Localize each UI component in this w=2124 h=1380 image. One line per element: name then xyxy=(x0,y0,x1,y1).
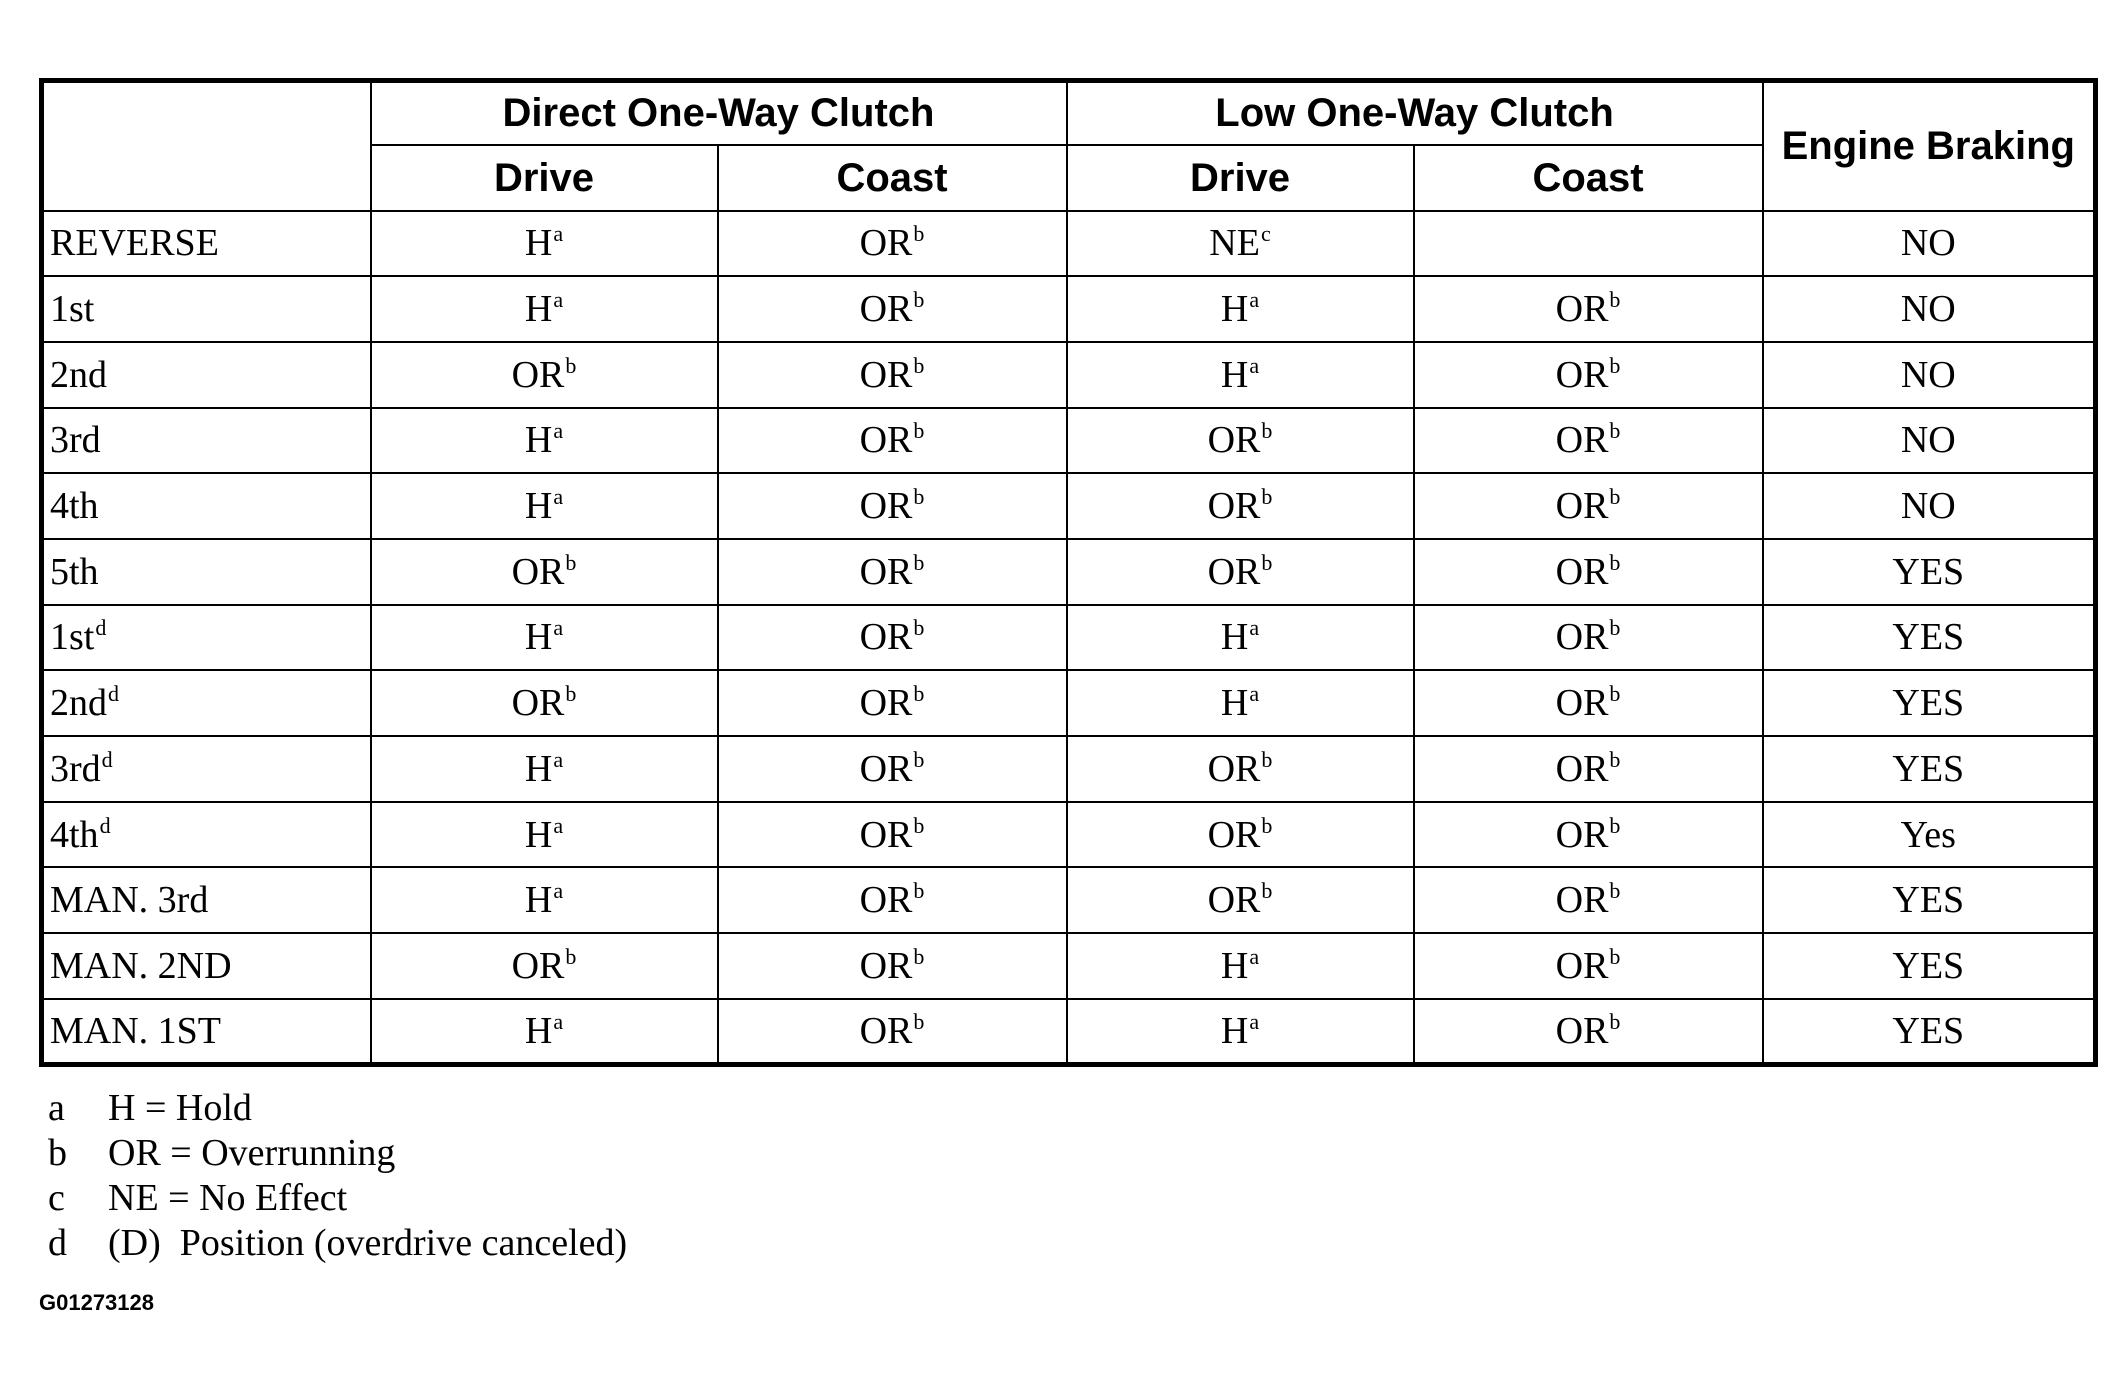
clutch-state-value: OR xyxy=(1555,1009,1609,1052)
footnote-marker: b xyxy=(1609,812,1621,838)
engine-braking-cell: NO xyxy=(1763,473,2096,539)
footnote-marker: a xyxy=(553,221,564,247)
footnote-marker: d xyxy=(108,681,119,707)
footnote-marker: b xyxy=(913,352,925,378)
footnote-marker: b xyxy=(913,287,925,313)
clutch-state-value: OR xyxy=(1555,288,1609,331)
footnote-marker: b xyxy=(913,943,925,969)
footnote-marker: a xyxy=(553,484,564,510)
row-label-cell xyxy=(42,473,371,539)
clutch-state-cell xyxy=(718,539,1067,605)
table-row xyxy=(42,605,2096,671)
clutch-state-cell xyxy=(371,736,718,802)
clutch-state-cell xyxy=(371,342,718,408)
row-label-cell xyxy=(42,670,371,736)
clutch-state-value: OR xyxy=(1555,550,1609,593)
clutch-state-cell xyxy=(718,605,1067,671)
row-label-cell xyxy=(42,539,371,605)
clutch-state-cell xyxy=(1067,473,1414,539)
row-label: 1st xyxy=(50,288,95,331)
footnote-marker: b xyxy=(1609,615,1621,641)
clutch-state-value: NE xyxy=(1209,222,1260,265)
row-label: MAN. 1ST xyxy=(50,1009,222,1052)
clutch-state-value: OR xyxy=(1555,944,1609,987)
clutch-state-value: H xyxy=(524,419,553,462)
row-label: 2nd xyxy=(50,682,107,725)
row-label-cell xyxy=(42,342,371,408)
footnote-letter: c xyxy=(48,1177,65,1219)
row-label-cell xyxy=(42,999,371,1065)
clutch-state-cell xyxy=(1414,867,1763,933)
row-label-cell xyxy=(42,276,371,342)
footnote-marker: b xyxy=(1609,746,1621,772)
clutch-state-value: OR xyxy=(1207,747,1261,790)
footnote-marker: d xyxy=(95,615,107,641)
footnote-marker: b xyxy=(913,746,925,772)
clutch-state-value: OR xyxy=(859,550,913,593)
row-label-cell xyxy=(42,408,371,474)
table-row xyxy=(42,276,2096,342)
low-drive-header: Drive xyxy=(1067,145,1414,211)
footnote-marker: d xyxy=(99,812,111,838)
footnote-marker: b xyxy=(913,549,925,575)
footnote-marker: b xyxy=(1609,681,1621,707)
footnote-marker: a xyxy=(553,418,564,444)
clutch-state-cell xyxy=(371,276,718,342)
footnote-marker: b xyxy=(1261,418,1273,444)
clutch-state-cell xyxy=(718,408,1067,474)
footnote-d xyxy=(48,1221,627,1266)
clutch-state-cell xyxy=(1414,999,1763,1065)
engine-braking-cell: NO xyxy=(1763,342,2096,408)
footnote-marker: b xyxy=(913,615,925,641)
row-label: 4th xyxy=(50,813,99,856)
engine-braking-cell: YES xyxy=(1763,999,2096,1065)
clutch-state-value: OR xyxy=(1555,747,1609,790)
clutch-state-value: OR xyxy=(1555,813,1609,856)
table-row xyxy=(42,342,2096,408)
clutch-state-value: OR xyxy=(1207,550,1261,593)
engine-braking-cell: NO xyxy=(1763,211,2096,277)
table-row xyxy=(42,473,2096,539)
clutch-state-cell xyxy=(1067,670,1414,736)
row-label-cell xyxy=(42,933,371,999)
engine-braking-cell: Yes xyxy=(1763,802,2096,868)
footnote-marker: a xyxy=(553,878,564,904)
clutch-state-value: OR xyxy=(1555,879,1609,922)
clutch-state-cell xyxy=(371,605,718,671)
footnote-text: NE = No Effect xyxy=(108,1177,348,1219)
clutch-state-value: H xyxy=(1220,288,1249,331)
clutch-state-value: H xyxy=(524,1009,553,1052)
footnote-a xyxy=(48,1086,627,1131)
clutch-state-cell xyxy=(1067,736,1414,802)
footnote-letter: a xyxy=(48,1087,65,1129)
clutch-state-cell xyxy=(1067,802,1414,868)
clutch-state-value: OR xyxy=(1207,419,1261,462)
engine-braking-cell: YES xyxy=(1763,670,2096,736)
clutch-state-cell xyxy=(718,473,1067,539)
clutch-state-cell xyxy=(1067,605,1414,671)
clutch-state-cell xyxy=(371,670,718,736)
clutch-state-cell xyxy=(1067,867,1414,933)
clutch-state-cell xyxy=(1067,211,1414,277)
table-row xyxy=(42,408,2096,474)
clutch-state-cell xyxy=(1414,802,1763,868)
row-label: 4th xyxy=(50,485,99,528)
clutch-state-value: OR xyxy=(859,747,913,790)
direct-coast-header: Coast xyxy=(718,145,1067,211)
footnote-marker: a xyxy=(1249,615,1260,641)
clutch-state-value: H xyxy=(524,879,553,922)
clutch-state-value: OR xyxy=(1555,682,1609,725)
engine-braking-cell: YES xyxy=(1763,539,2096,605)
clutch-state-cell xyxy=(1414,539,1763,605)
footnote-letter: d xyxy=(48,1222,67,1264)
row-label: 3rd xyxy=(50,419,101,462)
clutch-state-value: OR xyxy=(859,616,913,659)
clutch-state-cell xyxy=(1414,736,1763,802)
footnote-text: OR = Overrunning xyxy=(108,1132,396,1174)
footnotes xyxy=(48,1086,627,1266)
direct-drive-header: Drive xyxy=(371,145,718,211)
footnote-marker: b xyxy=(913,681,925,707)
clutch-state-value: H xyxy=(524,485,553,528)
footnote-marker: b xyxy=(1609,878,1621,904)
footnote-c xyxy=(48,1176,627,1221)
row-label: MAN. 2ND xyxy=(50,944,232,987)
footnote-marker: b xyxy=(913,812,925,838)
clutch-state-value: OR xyxy=(859,353,913,396)
clutch-state-cell xyxy=(1414,605,1763,671)
clutch-state-cell xyxy=(718,736,1067,802)
clutch-state-value: OR xyxy=(511,682,565,725)
clutch-state-cell xyxy=(718,276,1067,342)
footnote-marker: b xyxy=(1609,484,1621,510)
footnote-marker: b xyxy=(913,1008,925,1034)
clutch-state-cell xyxy=(1414,473,1763,539)
clutch-state-cell xyxy=(718,933,1067,999)
footnote-marker: d xyxy=(101,746,113,772)
footnote-marker: b xyxy=(1261,746,1273,772)
clutch-state-cell xyxy=(718,802,1067,868)
table-row xyxy=(42,539,2096,605)
clutch-state-value: OR xyxy=(859,485,913,528)
footnote-marker: b xyxy=(1609,418,1621,444)
clutch-state-cell xyxy=(371,867,718,933)
clutch-state-value: OR xyxy=(1207,485,1261,528)
clutch-state-cell xyxy=(1414,342,1763,408)
engine-braking-cell: YES xyxy=(1763,736,2096,802)
table-row xyxy=(42,867,2096,933)
clutch-state-value: OR xyxy=(859,288,913,331)
table-row xyxy=(42,999,2096,1065)
clutch-state-cell xyxy=(371,802,718,868)
clutch-state-value: H xyxy=(1220,353,1249,396)
footnote-marker: b xyxy=(1609,943,1621,969)
clutch-state-value: OR xyxy=(1555,485,1609,528)
footnote-marker: b xyxy=(1261,812,1273,838)
footnote-marker: a xyxy=(553,615,564,641)
clutch-state-cell xyxy=(1414,933,1763,999)
clutch-state-value: H xyxy=(1220,616,1249,659)
row-label-cell xyxy=(42,605,371,671)
clutch-state-value: OR xyxy=(859,222,913,265)
clutch-state-value: H xyxy=(1220,682,1249,725)
engine-braking-cell: YES xyxy=(1763,933,2096,999)
clutch-state-cell xyxy=(718,211,1067,277)
footnote-marker: b xyxy=(565,681,577,707)
footnote-marker: c xyxy=(1260,221,1271,247)
row-label-cell xyxy=(42,736,371,802)
clutch-state-value: H xyxy=(524,288,553,331)
clutch-state-value: OR xyxy=(859,813,913,856)
clutch-state-cell xyxy=(371,999,718,1065)
row-label: 3rd xyxy=(50,747,101,790)
table-row xyxy=(42,736,2096,802)
footnote-marker: b xyxy=(565,549,577,575)
footnote-marker: b xyxy=(1261,549,1273,575)
clutch-state-cell xyxy=(1067,539,1414,605)
clutch-state-cell xyxy=(1414,670,1763,736)
clutch-state-cell xyxy=(1067,408,1414,474)
footnote-marker: b xyxy=(1609,352,1621,378)
corner-header-cell xyxy=(42,81,371,211)
clutch-state-cell xyxy=(371,408,718,474)
row-label: MAN. 3rd xyxy=(50,879,209,922)
clutch-state-value: OR xyxy=(859,1009,913,1052)
clutch-state-cell xyxy=(371,933,718,999)
clutch-state-cell xyxy=(1414,211,1763,277)
clutch-state-cell xyxy=(718,342,1067,408)
clutch-state-value: H xyxy=(524,747,553,790)
row-label: 2nd xyxy=(50,353,107,396)
footnote-letter: b xyxy=(48,1132,67,1174)
footnote-marker: a xyxy=(1249,352,1260,378)
footnote-marker: b xyxy=(913,418,925,444)
clutch-state-value: H xyxy=(524,813,553,856)
clutch-state-value: H xyxy=(524,616,553,659)
table-body xyxy=(42,211,2096,1065)
clutch-state-value: OR xyxy=(1555,353,1609,396)
footnote-text: H = Hold xyxy=(108,1087,252,1129)
clutch-state-value: OR xyxy=(859,944,913,987)
clutch-state-value: OR xyxy=(511,353,565,396)
clutch-state-cell xyxy=(718,999,1067,1065)
clutch-state-value: OR xyxy=(1207,813,1261,856)
clutch-state-value: H xyxy=(524,222,553,265)
footnote-marker: a xyxy=(553,287,564,313)
engine-braking-cell: NO xyxy=(1763,408,2096,474)
clutch-state-value: OR xyxy=(1555,419,1609,462)
clutch-state-cell xyxy=(371,539,718,605)
footnote-marker: b xyxy=(1609,549,1621,575)
footnote-marker: b xyxy=(913,484,925,510)
clutch-state-cell xyxy=(1067,342,1414,408)
row-label-cell xyxy=(42,867,371,933)
table-row xyxy=(42,802,2096,868)
engine-braking-cell: NO xyxy=(1763,276,2096,342)
row-label: REVERSE xyxy=(50,222,219,265)
footnote-marker: b xyxy=(565,352,577,378)
row-label-cell xyxy=(42,211,371,277)
clutch-state-value: OR xyxy=(859,682,913,725)
footnote-marker: a xyxy=(1249,681,1260,707)
clutch-state-value: OR xyxy=(1555,616,1609,659)
low-one-way-clutch-header: Low One-Way Clutch xyxy=(1067,81,1763,145)
footnote-marker: b xyxy=(1261,878,1273,904)
footnote-marker: b xyxy=(1609,287,1621,313)
footnote-marker: a xyxy=(1249,943,1260,969)
clutch-state-cell xyxy=(371,211,718,277)
table-row xyxy=(42,211,2096,277)
engine-braking-header: Engine Braking xyxy=(1763,81,2096,211)
row-label: 5th xyxy=(50,550,99,593)
footnote-marker: b xyxy=(913,878,925,904)
footnote-marker: b xyxy=(1261,484,1273,510)
row-label: 1st xyxy=(50,616,95,659)
direct-one-way-clutch-header: Direct One-Way Clutch xyxy=(371,81,1067,145)
footnote-marker: a xyxy=(553,812,564,838)
clutch-state-value: H xyxy=(1220,1009,1249,1052)
clutch-state-cell xyxy=(718,670,1067,736)
footnote-marker: a xyxy=(553,1008,564,1034)
clutch-state-value: OR xyxy=(511,944,565,987)
table-row xyxy=(42,670,2096,736)
engine-braking-cell: YES xyxy=(1763,867,2096,933)
clutch-state-cell xyxy=(718,867,1067,933)
table-row xyxy=(42,933,2096,999)
footnote-marker: b xyxy=(1609,1008,1621,1034)
clutch-state-cell xyxy=(371,473,718,539)
clutch-application-table xyxy=(39,78,2098,1067)
clutch-state-value: OR xyxy=(511,550,565,593)
footnote-marker: b xyxy=(565,943,577,969)
footnote-marker: a xyxy=(1249,1008,1260,1034)
footnote-b xyxy=(48,1131,627,1176)
clutch-state-cell xyxy=(1067,933,1414,999)
clutch-state-value: H xyxy=(1220,944,1249,987)
engine-braking-cell: YES xyxy=(1763,605,2096,671)
clutch-state-value: OR xyxy=(859,419,913,462)
clutch-state-cell xyxy=(1414,408,1763,474)
clutch-state-cell xyxy=(1067,276,1414,342)
footnote-marker: a xyxy=(1249,287,1260,313)
clutch-state-cell xyxy=(1414,276,1763,342)
clutch-state-cell xyxy=(1067,999,1414,1065)
footnote-marker: b xyxy=(913,221,925,247)
footnote-marker: a xyxy=(553,746,564,772)
figure-id: G01273128 xyxy=(39,1290,154,1315)
row-label-cell xyxy=(42,802,371,868)
footnote-text: (D) Position (overdrive canceled) xyxy=(108,1222,628,1264)
clutch-state-value: OR xyxy=(859,879,913,922)
low-coast-header: Coast xyxy=(1414,145,1763,211)
clutch-state-value: OR xyxy=(1207,879,1261,922)
